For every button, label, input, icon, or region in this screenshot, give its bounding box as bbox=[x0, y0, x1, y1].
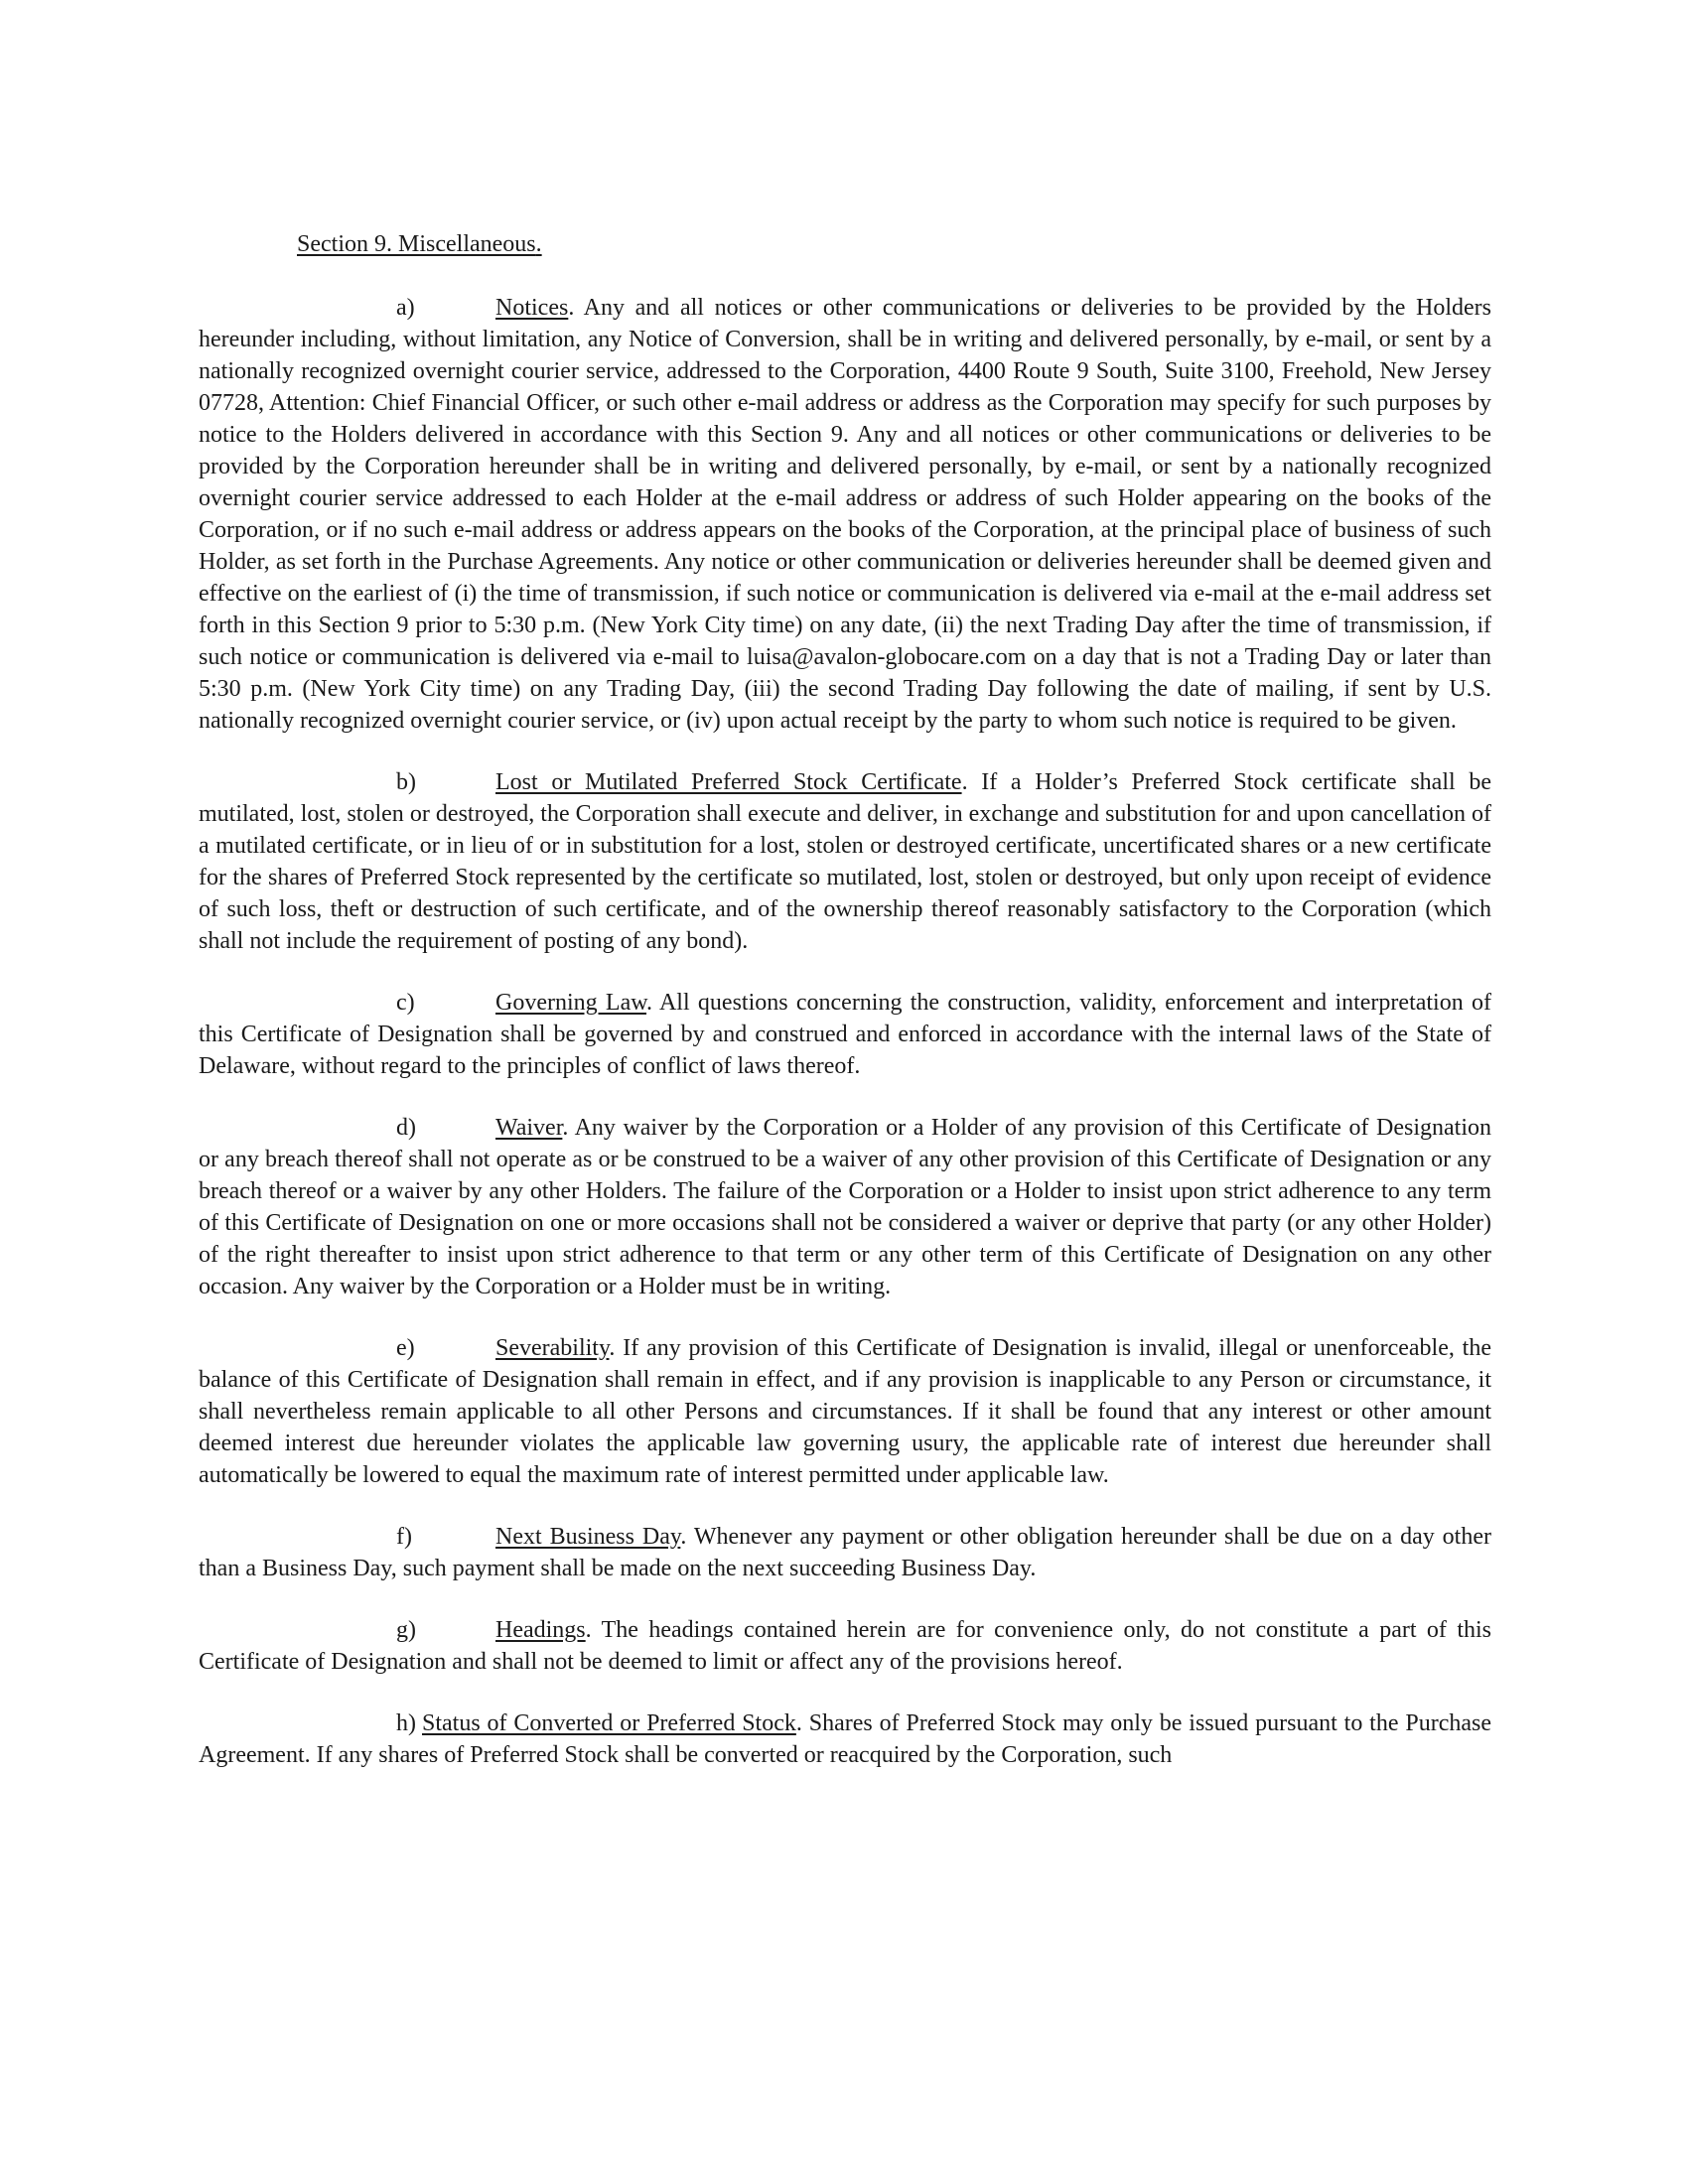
paragraph-text: . Whenever any payment or other obligation hereunder shall be due on a day other than a Business Day, such payment shall be made on the next succeeding Business Day. bbox=[199, 1524, 1491, 1581]
paragraph-heading: Notices bbox=[495, 295, 569, 321]
paragraph-text: . All questions concerning the construction, validity, enforcement and interpretation of this Certificate of Designation shall be governed by and construed and enforced in accordance with the internal laws of the State of Delaware, without regard to the principles of conflict of laws thereof. bbox=[199, 990, 1491, 1079]
paragraph-label: a) bbox=[396, 295, 415, 321]
paragraph-heading: Lost or Mutilated Preferred Stock Certificate bbox=[495, 769, 962, 795]
paragraph-heading: Headings bbox=[495, 1617, 586, 1643]
paragraph-label: g) bbox=[396, 1617, 416, 1643]
paragraph-label: c) bbox=[396, 990, 415, 1016]
paragraph-headings bbox=[199, 1614, 1491, 1678]
section-title: Miscellaneous bbox=[398, 231, 536, 257]
paragraph-text: . The headings contained herein are for convenience only, do not constitute a part of this Certificate of Designation and shall not be deemed to limit or affect any of the provisions hereof. bbox=[199, 1617, 1491, 1675]
paragraph-label: h) bbox=[396, 1710, 416, 1736]
paragraph-heading: Waiver bbox=[495, 1115, 563, 1141]
paragraph-heading: Status of Converted or Preferred Stock bbox=[422, 1710, 796, 1736]
paragraph-label: d) bbox=[396, 1115, 416, 1141]
paragraph-text: . If a Holder’s Preferred Stock certificate shall be mutilated, lost, stolen or destroyed, the Corporation shall execute and deliver, in exchange and substitution for and upon cancellation of a mutilated certificate, or in lieu of or in substitution for a lost, stolen or destroyed certificate, uncertificated shares or a new certificate for the shares of Preferred Stock represented by the certificate so mutilated, lost, stolen or destroyed, but only upon receipt of evidence of such loss, theft or destruction of such certificate, and of the ownership thereof reasonably satisfactory to the Corporation (which shall not include the requirement of posting of any bond). bbox=[199, 769, 1491, 954]
paragraph-heading: Governing Law bbox=[495, 990, 647, 1016]
paragraph-waiver bbox=[199, 1112, 1491, 1302]
paragraph-lost-certificate bbox=[199, 766, 1491, 957]
paragraph-severability bbox=[199, 1332, 1491, 1491]
paragraph-label: f) bbox=[396, 1524, 412, 1550]
document-page bbox=[199, 228, 1491, 1771]
paragraph-text: . Shares of Preferred Stock may only be issued pursuant to the Purchase Agreement. If any shares of Preferred Stock shall be converted or reacquired by the Corporation, such bbox=[199, 1710, 1492, 1768]
paragraph-heading: Severability bbox=[495, 1335, 610, 1361]
section-number: Section 9 bbox=[297, 231, 386, 257]
section-separator: . bbox=[386, 231, 392, 257]
paragraph-text: . If any provision of this Certificate of Designation is invalid, illegal or unenforceable, the balance of this Certificate of Designation shall remain in effect, and if any provision is inapplicable to any Person or circumstance, it shall nevertheless remain applicable to all other Persons and circumstances. If it shall be found that any interest or other amount deemed interest due hereunder violates the applicable law governing usury, the applicable rate of interest due hereunder shall automatically be lowered to equal the maximum rate of interest permitted under applicable law. bbox=[199, 1335, 1491, 1488]
paragraph-heading: Next Business Day bbox=[495, 1524, 681, 1550]
paragraph-governing-law bbox=[199, 987, 1491, 1082]
paragraph-label: e) bbox=[396, 1335, 415, 1361]
section-end: . bbox=[535, 231, 542, 257]
paragraph-label: b) bbox=[396, 769, 416, 795]
section-heading bbox=[297, 228, 1491, 260]
paragraph-text: . Any and all notices or other communications or deliveries to be provided by the Holders hereunder including, without limitation, any Notice of Conversion, shall be in writing and delivered personally, by e-mail, or sent by a nationally recognized overnight courier service, addressed to the Corporation, 4400 Route 9 South, Suite 3100, Freehold, New Jersey 07728, Attention: Chief Financial Officer, or such other e-mail address or address as the Corporation may specify for such purposes by notice to the Holders delivered in accordance with this Section 9. Any and all notices or other communications or deliveries to be provided by the Corporation hereunder shall be in writing and delivered personally, by e-mail, or sent by a nationally recognized overnight courier service addressed to each Holder at the e-mail address or address of such Holder appearing on the books of the Corporation, or if no such e-mail address or address appears on the books of the Corporation, at the principal place of business of such Holder, as set forth in the Purchase Agreements. Any notice or other communication or deliveries hereunder shall be deemed given and effective on the earliest of (i) the time of transmission, if such notice or communication is delivered via e-mail at the e-mail address set forth in this Section 9 prior to 5:30 p.m. (New York City time) on any date, (ii) the next Trading Day after the time of transmission, if such notice or communication is delivered via e-mail to luisa@avalon-globocare.com on a day that is not a Trading Day or later than 5:30 p.m. (New York City time) on any Trading Day, (iii) the second Trading Day following the date of mailing, if sent by U.S. nationally recognized overnight courier service, or (iv) upon actual receipt by the party to whom such notice is required to be given. bbox=[199, 295, 1491, 734]
paragraph-notices bbox=[199, 292, 1491, 737]
paragraph-status-of-stock bbox=[199, 1707, 1491, 1771]
paragraph-next-business-day bbox=[199, 1521, 1491, 1584]
paragraph-text: . Any waiver by the Corporation or a Holder of any provision of this Certificate of Designation or any breach thereof shall not operate as or be construed to be a waiver of any other provision of this Certificate of Designation or any breach thereof or a waiver by any other Holders. The failure of the Corporation or a Holder to insist upon strict adherence to any term of this Certificate of Designation on one or more occasions shall not be considered a waiver or deprive that party (or any other Holder) of the right thereafter to insist upon strict adherence to that term or any other term of this Certificate of Designation on any other occasion. Any waiver by the Corporation or a Holder must be in writing. bbox=[199, 1115, 1491, 1299]
